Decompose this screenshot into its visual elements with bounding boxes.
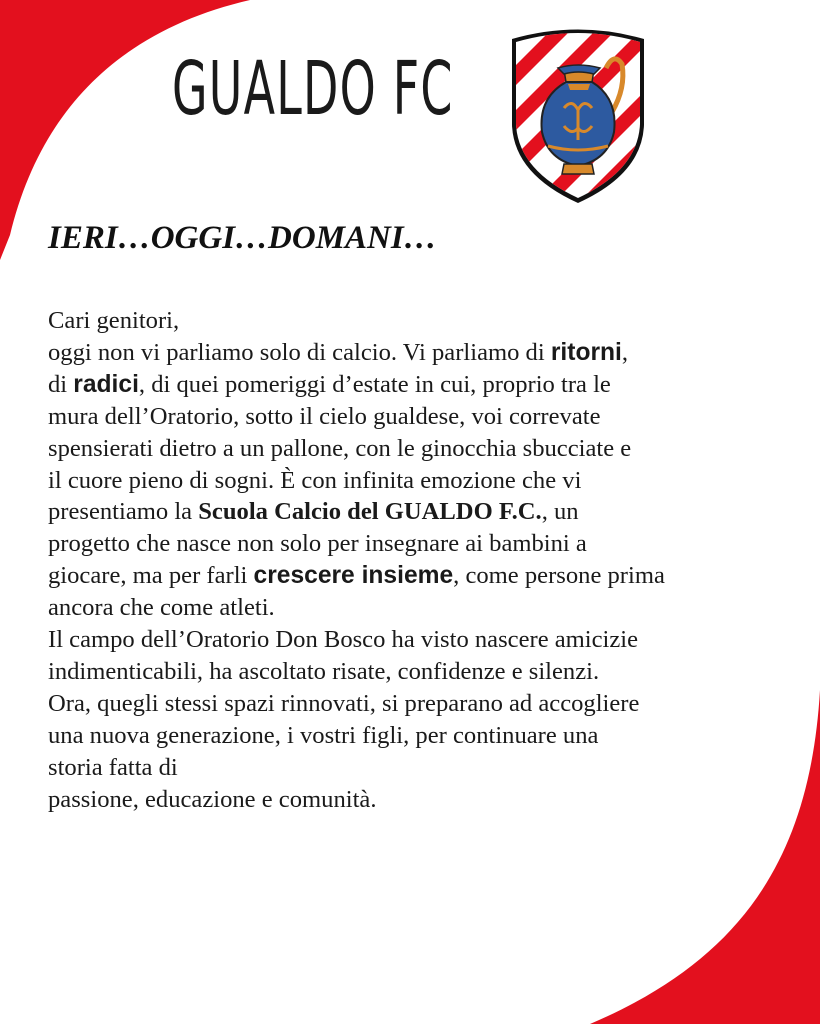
brand-title: GUALDO FC: [172, 46, 454, 132]
letter-line: Il campo dell’Oratorio Don Bosco ha visto nascere amicizie: [48, 626, 639, 654]
letter-line: Ora, quegli stessi spazi rinnovati, si preparano ad accogliere: [48, 689, 640, 717]
letter-line: una nuova generazione, i vostri figli, per continuare una: [48, 721, 599, 749]
letter-line: ancora che come atleti.: [48, 594, 275, 622]
letter-line: il cuore pieno di sogni. È con infinita emozione che vi: [48, 466, 582, 494]
letter-line: presentiamo la Scuola Calcio del GUALDO F.C., un: [48, 498, 579, 526]
letter-line: giocare, ma per farli crescere insieme, come persone prima: [48, 562, 665, 590]
bold-school-name: Scuola Calcio del GUALDO F.C.: [198, 498, 542, 526]
bold-word: ritorni: [550, 338, 622, 366]
letter-line: spensierati dietro a un pallone, con le ginocchia sbucciate e: [48, 434, 632, 462]
letter-line: di radici, di quei pomeriggi d’estate in cui, proprio tra le: [48, 370, 611, 398]
letter-line: passione, educazione e comunità.: [48, 785, 377, 813]
bold-word: radici: [73, 370, 139, 398]
letter-line: mura dell’Oratorio, sotto il cielo gualdese, voi correvate: [48, 402, 601, 430]
letter-line: oggi non vi parliamo solo di calcio. Vi parliamo di ritorni,: [48, 338, 629, 366]
letter-line: Cari genitori,: [48, 307, 180, 334]
gualdo-fc-crest-icon: [508, 28, 648, 204]
bold-phrase: crescere insieme: [253, 562, 454, 590]
letter-line: progetto che nasce non solo per insegnare ai bambini a: [48, 530, 587, 558]
letter-line: storia fatta di: [48, 753, 178, 781]
page-heading: IERI…OGGI…DOMANI…: [48, 220, 437, 256]
letter-body: [48, 305, 788, 816]
letter-line: indimenticabili, ha ascoltato risate, confidenze e silenzi.: [48, 657, 600, 685]
